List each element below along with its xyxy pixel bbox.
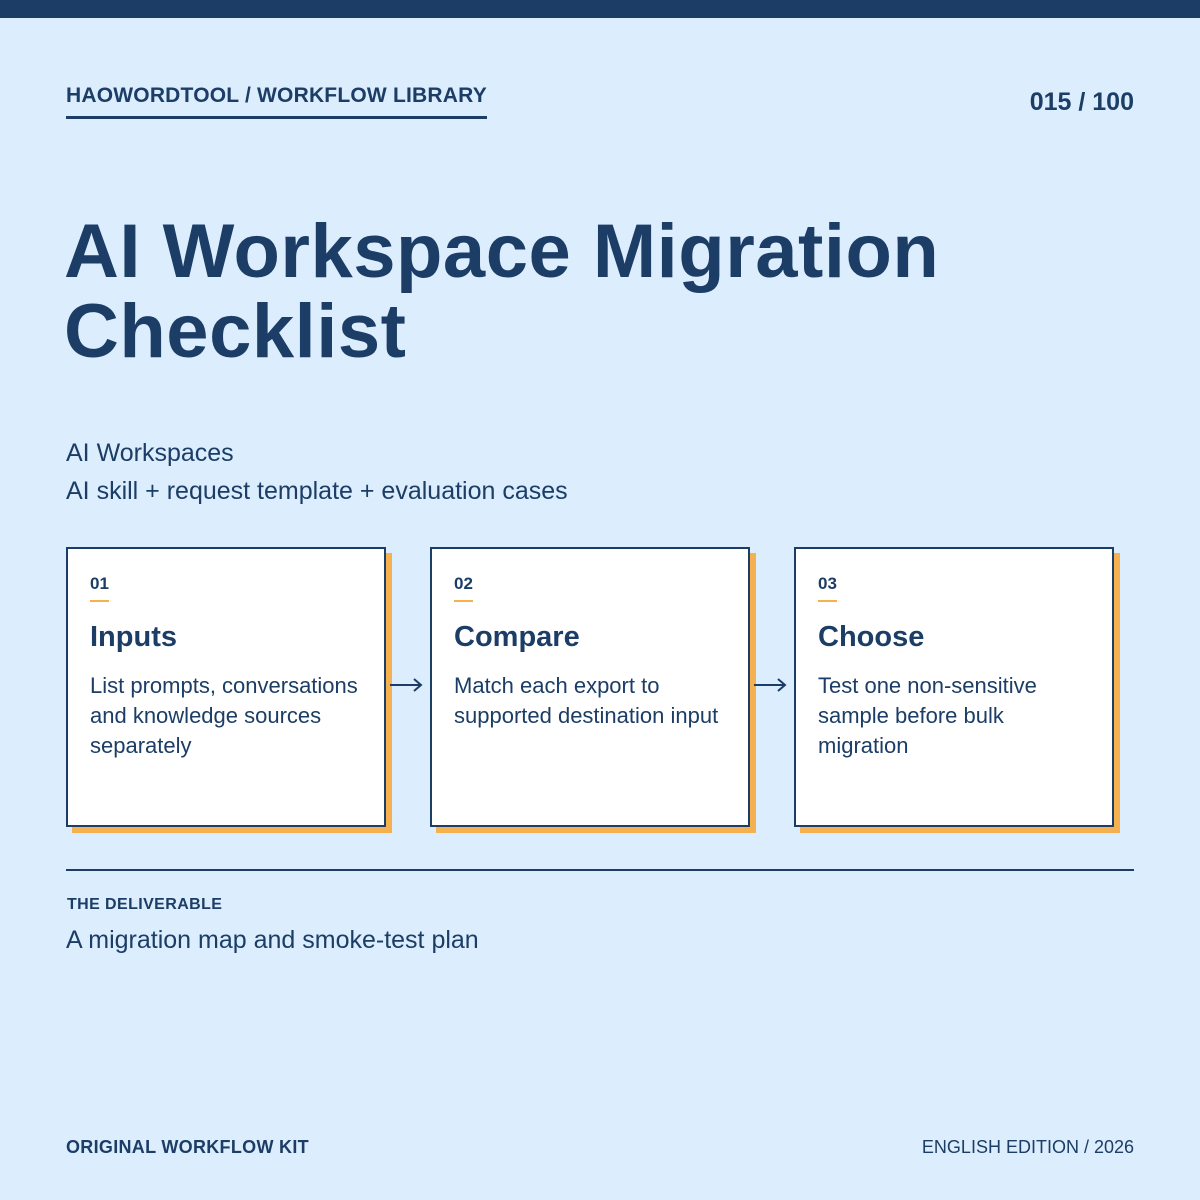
title-line-1: AI Workspace Migration [64,209,940,294]
step-card-choose [794,547,1114,827]
step-description: Match each export to supported destination input [454,673,719,728]
step-card-inputs [66,547,386,827]
step-title: Inputs [90,621,177,653]
footer-edition-label: ENGLISH EDITION / 2026 [921,1137,1134,1157]
title-line-2: Checklist [64,289,407,374]
step-number: 03 [818,574,837,602]
step-title: Choose [818,621,925,653]
step-description: Test one non-sensitive sample before bulk migration [818,673,1037,758]
brand-label: HAOWORDTOOL / WORKFLOW LIBRARY [66,84,487,119]
page-counter: 015 / 100 [1029,88,1134,116]
top-bar [0,0,1200,18]
step-number: 02 [454,574,473,602]
deliverable-text: A migration map and smoke-test plan [66,926,479,954]
subtitle-line-2: AI skill + request template + evaluation cases [66,477,568,505]
page-title [64,209,1144,374]
subtitle [66,434,568,510]
step-description: List prompts, conversations and knowledge sources separately [90,673,358,758]
arrow-right-icon [388,675,424,695]
subtitle-line-1: AI Workspaces [66,439,234,467]
section-divider [66,869,1134,871]
deliverable-label: THE DELIVERABLE [67,896,223,913]
footer-kit-label: ORIGINAL WORKFLOW KIT [66,1137,309,1157]
step-number: 01 [90,574,109,602]
step-card-compare [430,547,750,827]
step-title: Compare [454,621,580,653]
arrow-right-icon [752,675,788,695]
